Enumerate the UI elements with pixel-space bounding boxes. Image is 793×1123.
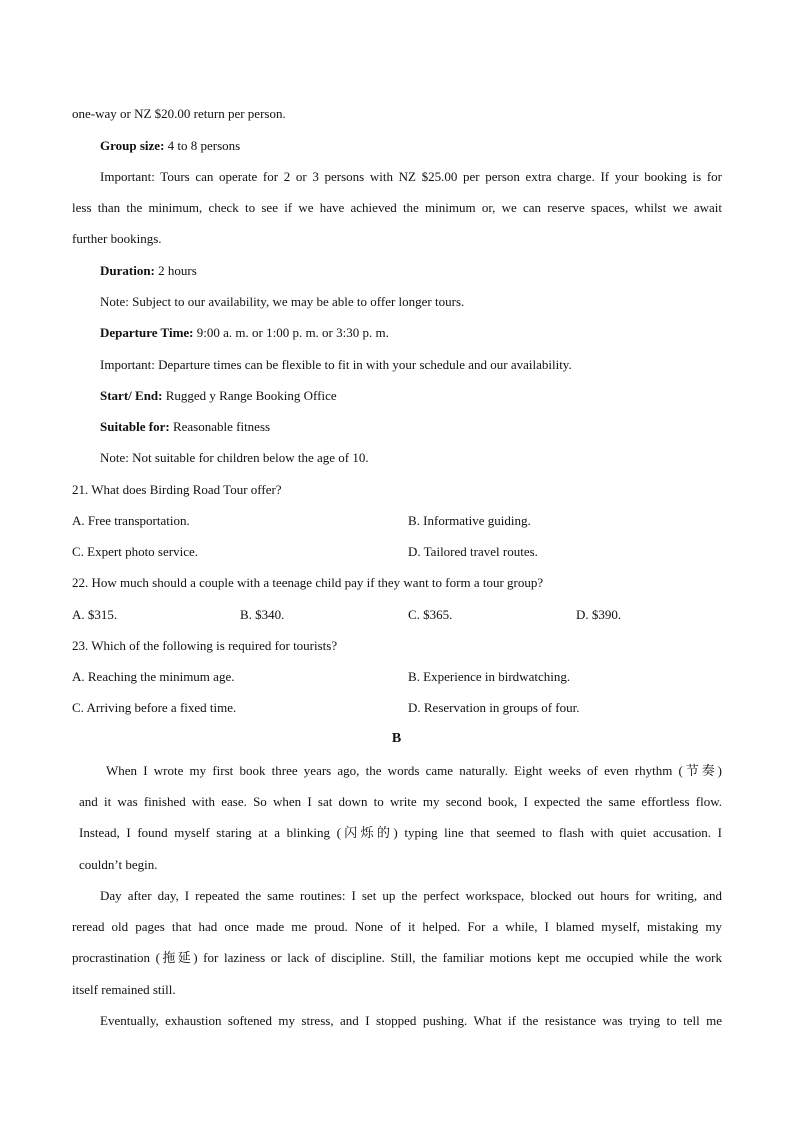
availability-note: Note: Subject to our availability, we may be able to offer longer tours.: [100, 294, 465, 309]
q21-option-a: A. Free transportation.: [72, 513, 190, 528]
q23-option-d: D. Reservation in groups of four.: [408, 700, 580, 715]
passage-b-p2-line1: Day after day, I repeated the same routines: I set up the perfect workspace, blocked out hours for writing, and: [100, 888, 722, 903]
age-note: Note: Not suitable for children below the age of 10.: [100, 450, 369, 465]
suitable-label: Suitable for:: [100, 419, 170, 434]
important-note-1-end: further bookings.: [72, 231, 162, 246]
passage-b-p1-line4: couldn’t begin.: [79, 857, 158, 872]
suitable-value: Reasonable fitness: [169, 419, 271, 434]
important-note-1: Important: Tours can operate for 2 or 3 persons with NZ $25.00 per person extra charge. If your booking is for: [100, 169, 722, 184]
q22-option-a: A. $315.: [72, 607, 118, 622]
start-end-line: [100, 388, 337, 404]
question-22-stem: 22. How much should a couple with a teenage child pay if they want to form a tour group?: [72, 575, 544, 590]
departure-line: [100, 325, 389, 341]
passage-b-p2-line2: reread old pages that had once made me proud. None of it helped. For a while, I blamed myself, mistaking my: [72, 919, 722, 934]
passage-b-p1-line1: When I wrote my first book three years ago, the words came naturally. Eight weeks of even rhythm (节奏): [106, 763, 722, 778]
passage-b-p1-line3: Instead, I found myself staring at a blinking (闪烁的) typing line that seemed to flash with quiet accusation. I: [79, 825, 722, 840]
q23-option-c: C. Arriving before a fixed time.: [72, 700, 237, 715]
passage-b-p3-line1: Eventually, exhaustion softened my stress, and I stopped pushing. What if the resistance was trying to tell me: [100, 1013, 722, 1028]
q22-option-b: B. $340.: [240, 607, 285, 622]
section-b-heading: B: [391, 731, 402, 746]
start-end-label: Start/ End:: [100, 388, 163, 403]
group-size-line: [100, 138, 240, 154]
departure-value: 9:00 a. m. or 1:00 p. m. or 3:30 p. m.: [193, 325, 389, 340]
departure-label: Departure Time:: [100, 325, 194, 340]
passage-b-p1-line2: and it was finished with ease. So when I sat down to write my second book, I expected the same effortless flow.: [79, 794, 722, 809]
group-size-label: Group size:: [100, 138, 165, 153]
q21-option-c: C. Expert photo service.: [72, 544, 198, 559]
group-size-value: 4 to 8 persons: [164, 138, 241, 153]
duration-label: Duration:: [100, 263, 155, 278]
q21-option-d: D. Tailored travel routes.: [408, 544, 538, 559]
passage-b-p2-line4: itself remained still.: [72, 982, 176, 997]
question-23-stem: 23. Which of the following is required for tourists?: [72, 638, 338, 653]
q22-option-d: D. $390.: [576, 607, 622, 622]
fare-line: one-way or NZ $20.00 return per person.: [72, 106, 286, 121]
q23-option-b: B. Experience in birdwatching.: [408, 669, 571, 684]
q22-option-c: C. $365.: [408, 607, 453, 622]
start-end-value: Rugged y Range Booking Office: [162, 388, 337, 403]
q23-option-a: A. Reaching the minimum age.: [72, 669, 235, 684]
question-21-stem: 21. What does Birding Road Tour offer?: [72, 482, 282, 497]
q21-option-b: B. Informative guiding.: [408, 513, 531, 528]
duration-value: 2 hours: [154, 263, 197, 278]
passage-b-p2-line3: procrastination (拖延) for laziness or lack of discipline. Still, the familiar motions kept me occupied while the work: [72, 950, 722, 965]
important-note-1-cont: less than the minimum, check to see if we have achieved the minimum or, we can reserve spaces, whilst we await: [72, 200, 722, 215]
important-note-2: Important: Departure times can be flexible to fit in with your schedule and our availability.: [100, 357, 572, 372]
suitable-line: [100, 419, 270, 435]
duration-line: [100, 263, 197, 279]
